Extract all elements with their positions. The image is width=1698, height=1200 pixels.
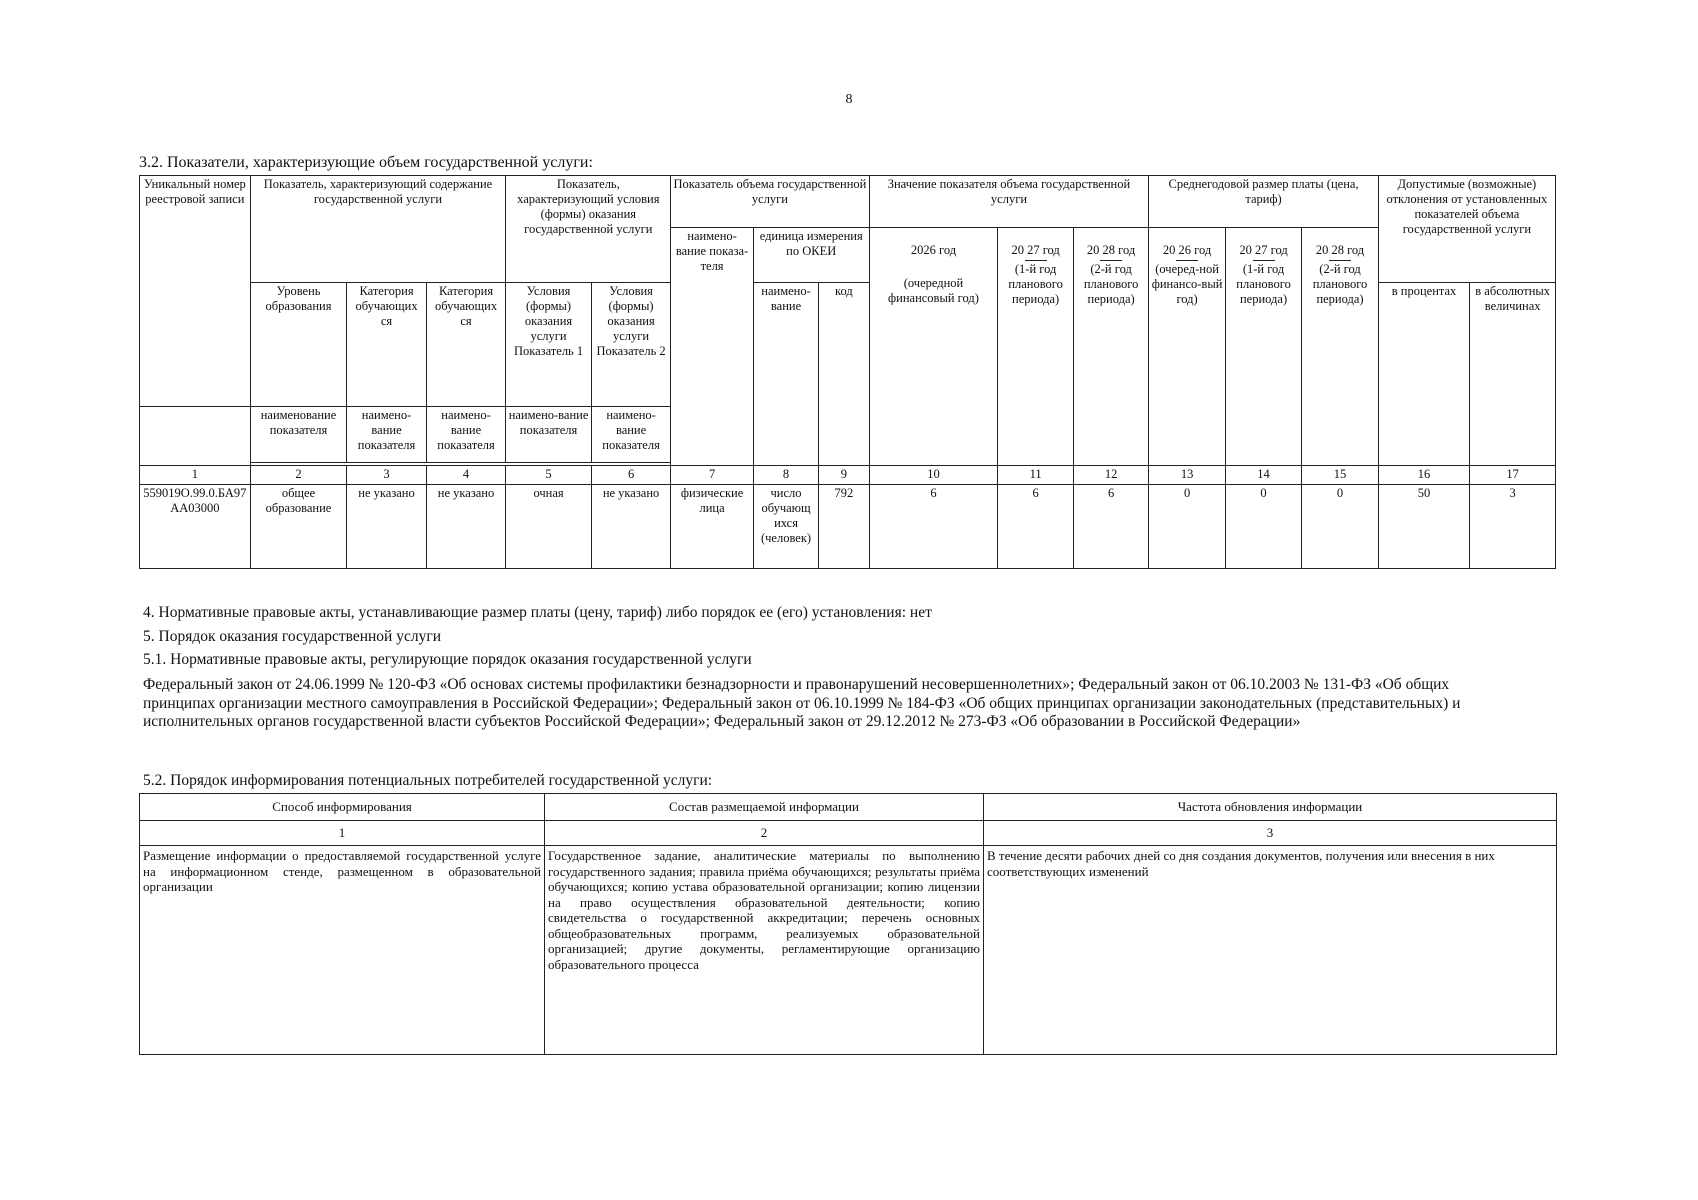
header-year-2028 <box>1073 228 1149 466</box>
cell-deviation-percent: 50 <box>1378 484 1470 568</box>
header-name-indicator-5: наимено-вание показателя <box>506 407 592 463</box>
header-name-indicator-2: наименование показателя <box>250 407 347 463</box>
column-number: 1 <box>140 465 251 484</box>
column-number: 12 <box>1073 465 1149 484</box>
info-number-1: 1 <box>140 821 545 846</box>
year-2027-label: 20 27 год <box>1011 243 1060 257</box>
year-2027-dash <box>1025 260 1047 261</box>
cell-category-1: не указано <box>347 484 426 568</box>
column-number: 17 <box>1470 465 1556 484</box>
cell-value-2027: 6 <box>998 484 1073 568</box>
header-fee-2028 <box>1302 228 1378 466</box>
fee-2027-dash <box>1253 260 1275 261</box>
fee-2026-note: (очеред-ной финансо-вый год) <box>1151 262 1223 306</box>
column-number: 4 <box>426 465 506 484</box>
column-number: 9 <box>819 465 869 484</box>
header-content-group: Показатель, характеризующий содержание государственной услуги <box>250 176 506 283</box>
page-number: 8 <box>845 92 853 107</box>
section-5-1-title: 5.1. Нормативные правовые акты, регулирующие порядок оказания государственной услуги <box>143 651 752 668</box>
cell-value-2026: 6 <box>869 484 998 568</box>
header-condition-1: Условия (формы) оказания услуги Показатель 1 <box>506 283 592 407</box>
fee-2028-label: 20 28 год <box>1315 243 1365 257</box>
cell-fee-2027: 0 <box>1225 484 1301 568</box>
cell-value-2028: 6 <box>1073 484 1149 568</box>
volume-indicators-table <box>139 175 1556 569</box>
header-education-level: Уровень образования <box>250 283 347 407</box>
header-fee-2027 <box>1225 228 1301 466</box>
header-deviation-group: Допустимые (возможные) отклонения от установленных показателей объема государственной услуги <box>1378 176 1555 283</box>
header-name-indicator-3: наимено-вание показателя <box>347 407 426 463</box>
volume-section-title: 3.2. Показатели, характеризующие объем государственной услуги: <box>139 154 593 171</box>
year-2028-note: (2-й год планового периода) <box>1083 262 1139 306</box>
header-year-2026 <box>869 228 998 466</box>
cell-fee-2028: 0 <box>1302 484 1378 568</box>
info-number-2: 2 <box>545 821 984 846</box>
header-volume-group: Показатель объема государственной услуги <box>671 176 869 228</box>
header-unique-number: Уникальный номер реестровой записи <box>140 176 251 407</box>
info-header-content: Состав размещаемой информации <box>545 794 984 821</box>
section-4-fees: 4. Нормативные правовые акты, устанавливающие размер платы (цену, тариф) либо порядок ее (его) установления: нет <box>143 604 932 621</box>
cell-unit-code: 792 <box>819 484 869 568</box>
column-number: 15 <box>1302 465 1378 484</box>
column-number: 3 <box>347 465 426 484</box>
year-2027-note: (1-й год планового периода) <box>1008 262 1063 306</box>
cell-education-level: общее образование <box>250 484 347 568</box>
column-number: 13 <box>1149 465 1225 484</box>
cell-condition-2: не указано <box>591 484 671 568</box>
column-number: 10 <box>869 465 998 484</box>
column-numbers-row <box>140 465 1556 484</box>
info-number-3: 3 <box>984 821 1557 846</box>
cell-indicator-name: физические лица <box>671 484 754 568</box>
header-conditions-group: Показатель, характеризующий условия (формы) оказания государственной услуги <box>506 176 671 283</box>
header-student-category-1: Категория обучающих ся <box>347 283 426 407</box>
fee-2027-label: 20 27 год <box>1239 243 1288 257</box>
header-absolute: в абсолютных величинах <box>1470 283 1556 466</box>
header-indicator-name: наимено-вание показа-теля <box>671 228 754 466</box>
fee-2026-label: 20 26 год <box>1162 243 1212 257</box>
cell-fee-2026: 0 <box>1149 484 1225 568</box>
info-content-cell: Государственное задание, аналитические материалы по выполнению государственного задания; правила приёма обучающихся; результаты приёма обучающихся; копию устава образовательной организации; копию лицензии на право осуществления образовательной деятельности; копию свидетельства о государственной аккредитации; перечень основных общеобразовательных программ, реализуемых образовательной организацией; другие документы, регламентирующие организацию образовательного процесса <box>545 846 984 1055</box>
info-method-cell: Размещение информации о предоставляемой государственной услуге на информационном стенде, размещенном в образовательной организации <box>140 846 545 1055</box>
column-number: 6 <box>591 465 671 484</box>
year-2026-label: 2026 год <box>910 243 957 257</box>
table-row <box>140 846 1557 1055</box>
header-fee-2026 <box>1149 228 1225 466</box>
header-unique-number-cont <box>140 407 251 463</box>
year-2026-note: (очередной финансовый год) <box>888 276 979 305</box>
cell-category-2: не указано <box>426 484 506 568</box>
fee-2027-note: (1-й год планового периода) <box>1236 262 1291 306</box>
header-student-category-2: Категория обучающих ся <box>426 283 506 407</box>
info-header-frequency: Частота обновления информации <box>984 794 1557 821</box>
year-2028-label: 20 28 год <box>1086 243 1136 257</box>
fee-2028-dash <box>1329 260 1351 261</box>
header-name-indicator-6: наимено-вание показателя <box>591 407 671 463</box>
cell-deviation-absolute: 3 <box>1470 484 1556 568</box>
table-row <box>140 484 1556 568</box>
laws-paragraph: Федеральный закон от 24.06.1999 № 120-ФЗ «Об основах системы профилактики безнадзорности и правонарушений несовершеннолетних»; Федеральный закон от 06.10.2003 № 131-ФЗ «Об общих принципах организации местного самоуправления в Российской Федерации»; Федеральный закон от 06.10.1999 № 184-ФЗ «Об общих принципах организации законодательных (представительных) и исполнительных органов государственной власти субъектов Российской Федерации»; Федеральный закон от 29.12.2012 № 273-ФЗ «Об образовании в Российской Федерации» <box>143 676 1461 730</box>
header-unit-code: код <box>819 283 869 466</box>
header-percent: в процентах <box>1378 283 1470 466</box>
column-number: 11 <box>998 465 1073 484</box>
info-header-method: Способ информирования <box>140 794 545 821</box>
year-2028-dash <box>1100 260 1122 261</box>
information-methods-table <box>139 793 1557 1055</box>
section-5-title: 5. Порядок оказания государственной услуги <box>143 628 441 645</box>
header-condition-2: Условия (формы) оказания услуги Показатель 2 <box>591 283 671 407</box>
header-value-group: Значение показателя объема государственной услуги <box>869 176 1149 228</box>
column-number: 5 <box>506 465 592 484</box>
fee-2028-note: (2-й год планового периода) <box>1312 262 1368 306</box>
column-number: 14 <box>1225 465 1301 484</box>
column-number: 8 <box>753 465 818 484</box>
cell-registry-number: 559019О.99.0.БА97АА03000 <box>140 484 251 568</box>
cell-unit-name: число обучающ ихся (человек) <box>753 484 818 568</box>
header-fee-group: Среднегодовой размер платы (цена, тариф) <box>1149 176 1378 228</box>
section-5-2-title: 5.2. Порядок информирования потенциальных потребителей государственной услуги: <box>143 772 713 789</box>
column-number: 7 <box>671 465 754 484</box>
header-unit-okei: единица измерения по ОКЕИ <box>753 228 869 283</box>
header-unit-name: наимено-вание <box>753 283 818 466</box>
column-number: 2 <box>250 465 347 484</box>
header-year-2027 <box>998 228 1073 466</box>
column-number: 16 <box>1378 465 1470 484</box>
header-name-indicator-4: наимено-вание показателя <box>426 407 506 463</box>
fee-2026-dash <box>1176 260 1198 261</box>
info-frequency-cell: В течение десяти рабочих дней со дня создания документов, получения или внесения в них соответствующих изменений <box>984 846 1557 1055</box>
cell-condition-1: очная <box>506 484 592 568</box>
